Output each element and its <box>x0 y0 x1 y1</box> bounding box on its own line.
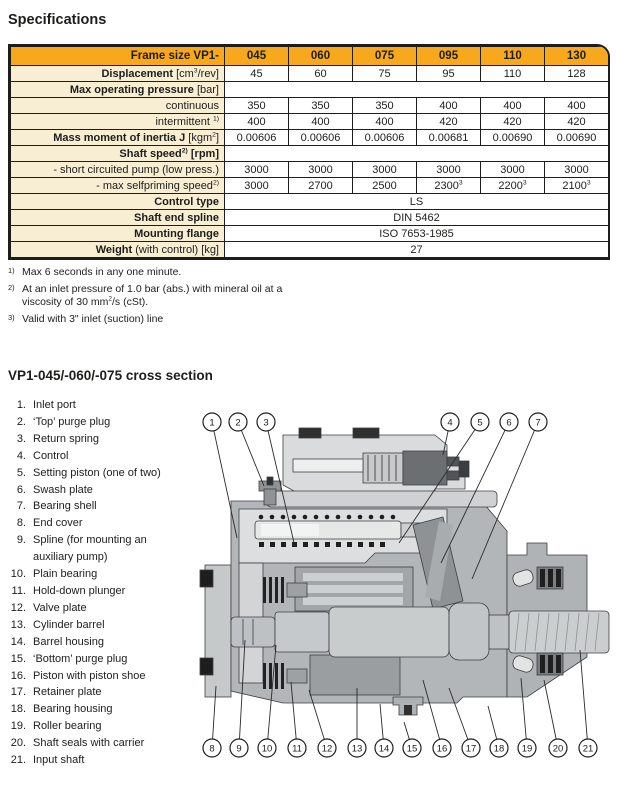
value-cell: 3000 <box>481 162 545 178</box>
callout-leader-20 <box>544 680 558 748</box>
footnote-marker: 1) <box>8 266 15 275</box>
span-value-cell: ISO 7653-1985 <box>225 226 609 242</box>
callout-number-13: 13 <box>351 743 363 755</box>
value-cell: 2500 <box>353 178 417 194</box>
footnote <box>8 313 478 326</box>
control-detail-2 <box>447 471 459 480</box>
list-item-number: 7. <box>16 500 26 513</box>
span-value-cell: DIN 5462 <box>225 210 609 226</box>
shaft-step <box>275 612 329 652</box>
table-row <box>11 66 609 82</box>
list-item-number: 8. <box>16 517 26 530</box>
parts-list <box>8 397 200 769</box>
callout-number-4: 4 <box>447 417 453 429</box>
table-row <box>11 82 609 98</box>
callout-number-7: 7 <box>535 417 541 429</box>
callout-leader-1 <box>212 422 237 538</box>
value-cell: 0.00681 <box>417 130 481 146</box>
piston-3 <box>303 597 403 605</box>
list-item-label: Bearing housing <box>33 703 113 716</box>
bottom-purge-plug-slot <box>404 705 412 715</box>
callout-number-8: 8 <box>209 743 215 755</box>
span-value-cell: 27 <box>225 242 609 258</box>
list-item-label: Shaft seals with carrier <box>33 737 145 750</box>
list-item-number: 12. <box>10 601 26 614</box>
spec-table <box>10 46 609 258</box>
list-item-number: 15. <box>10 652 26 665</box>
list-item-label: Hold-down plunger <box>33 584 126 597</box>
callout-number-9: 9 <box>236 743 242 755</box>
callout-number-2: 2 <box>235 417 241 429</box>
table-row <box>11 114 609 130</box>
list-item-number: 17. <box>10 686 26 699</box>
column-header-cell: 060 <box>289 47 353 66</box>
callout-number-11: 11 <box>292 743 302 755</box>
list-item-number: 10. <box>10 568 26 581</box>
list-item-label: Plain bearing <box>33 568 98 581</box>
list-item-number: 2. <box>16 415 26 428</box>
table-row <box>11 194 609 210</box>
specifications-table <box>8 44 610 260</box>
control-detail-3 <box>459 461 469 477</box>
callout-number-16: 16 <box>436 743 448 755</box>
value-cell: 0.00606 <box>353 130 417 146</box>
value-cell: 2300$^3$ <box>417 178 481 194</box>
list-item-number: 9. <box>16 534 26 547</box>
list-item <box>8 465 200 482</box>
list-item-label: Setting piston (one of two) <box>33 466 161 479</box>
footnote-marker: 3) <box>8 313 15 322</box>
list-item-number: 13. <box>10 618 26 631</box>
value-cell: 60 <box>289 66 353 82</box>
list-item-label: Spline (for mounting an auxiliary pump) <box>33 534 147 564</box>
list-item <box>8 431 200 448</box>
list-item-label: ‘Top’ purge plug <box>33 415 111 428</box>
footnote <box>8 266 478 279</box>
value-cell: 350 <box>353 98 417 114</box>
span-value-cell: LS <box>225 194 609 210</box>
list-item-label: ‘Bottom’ purge plug <box>33 652 128 665</box>
column-header-cell: 075 <box>353 47 417 66</box>
cross-section-title: VP1-045/-060/-075 cross section <box>8 368 213 383</box>
pump-cross-section-diagram <box>195 405 627 777</box>
value-cell: 0.00606 <box>289 130 353 146</box>
callout-number-14: 14 <box>378 743 390 755</box>
list-item-number: 5. <box>16 466 26 479</box>
value-cell: 3000 <box>353 162 417 178</box>
footnote-text: Max 6 seconds in any one minute. <box>22 266 182 278</box>
value-cell: 95 <box>417 66 481 82</box>
list-item <box>8 448 200 465</box>
footnote <box>8 283 478 309</box>
span-value-cell <box>225 146 609 162</box>
list-item-label: Piston with piston shoe <box>33 669 146 682</box>
callout-number-21: 21 <box>582 743 594 755</box>
list-item-number: 11. <box>11 584 26 597</box>
column-header-cell: 095 <box>417 47 481 66</box>
value-cell: 0.00690 <box>481 130 545 146</box>
callout-number-5: 5 <box>477 417 483 429</box>
footnote-text: Valid with 3" inlet (suction) line <box>22 313 164 325</box>
callout-number-15: 15 <box>406 743 418 755</box>
callout-number-19: 19 <box>521 743 533 755</box>
table-row <box>11 178 609 194</box>
value-cell: 420 <box>417 114 481 130</box>
pump-cross-section-drawing <box>195 405 627 777</box>
row-label-cell: Weight (with control) [kg] <box>11 242 225 258</box>
row-label-cell: - max selfpriming speed$^{2)}$ <box>11 178 225 194</box>
row-label-cell: Mounting flange <box>11 226 225 242</box>
list-item <box>8 718 200 735</box>
plunger-bottom <box>287 669 307 683</box>
value-cell: 3000 <box>545 162 609 178</box>
column-header-cell: 110 <box>481 47 545 66</box>
plunger-top <box>287 583 307 597</box>
list-item-number: 20. <box>10 737 26 750</box>
list-item-label: End cover <box>33 517 83 530</box>
callout-number-20: 20 <box>552 743 564 755</box>
list-item <box>8 668 200 685</box>
list-item <box>8 498 200 515</box>
footnote-marker: 2) <box>8 283 15 292</box>
value-cell: 400 <box>353 114 417 130</box>
row-label-cell: Mass moment of inertia J [kgm$^2$] <box>11 130 225 146</box>
row-label-cell: continuous <box>11 98 225 114</box>
list-item <box>8 617 200 634</box>
list-item <box>8 752 200 769</box>
span-value-cell <box>225 82 609 98</box>
value-cell: 2100$^3$ <box>545 178 609 194</box>
piston-1 <box>303 573 403 581</box>
list-item-number: 3. <box>16 432 26 445</box>
column-header-cell: 045 <box>225 47 289 66</box>
page-title: Specifications <box>8 12 107 28</box>
callout-number-12: 12 <box>321 743 333 755</box>
top-purge-plug-slot <box>267 477 273 485</box>
list-item-label: Cylinder barrel <box>33 618 105 631</box>
value-cell: 3000 <box>225 162 289 178</box>
list-item <box>8 583 200 600</box>
list-item-number: 19. <box>10 720 26 733</box>
input-shaft-spline <box>509 611 609 653</box>
control-port-left <box>299 428 321 438</box>
table-row <box>11 146 609 162</box>
list-item <box>8 414 200 431</box>
list-item-number: 21. <box>10 754 26 767</box>
list-item <box>8 482 200 499</box>
list-item-number: 1. <box>16 399 26 411</box>
frame-size-header-cell: Frame size VP1- <box>11 47 225 66</box>
list-item-label: Input shaft <box>33 754 85 767</box>
end-cover-seal-top <box>200 570 213 587</box>
callout-number-17: 17 <box>465 743 477 755</box>
value-cell: 350 <box>289 98 353 114</box>
table-row <box>11 98 609 114</box>
list-item <box>8 701 200 718</box>
row-label-cell: Shaft speed$^{2)}$ [rpm] <box>11 146 225 162</box>
list-item-label: Roller bearing <box>33 720 102 733</box>
value-cell: 3000 <box>417 162 481 178</box>
table-row <box>11 130 609 146</box>
row-label-cell: Max operating pressure [bar] <box>11 82 225 98</box>
cylinder-barrel-lower <box>310 655 400 695</box>
value-cell: 420 <box>481 114 545 130</box>
callout-leader-2 <box>238 422 264 486</box>
value-cell: 45 <box>225 66 289 82</box>
callout-number-3: 3 <box>263 417 269 429</box>
control-port-right <box>353 428 379 438</box>
row-label-cell: - short circuited pump (low press.) <box>11 162 225 178</box>
column-header-cell: 130 <box>545 47 609 66</box>
callout-leader-21 <box>580 650 588 748</box>
top-purge-plug-stem <box>264 489 276 505</box>
value-cell: 400 <box>417 98 481 114</box>
row-label-cell: Displacement $[cm^3/rev]$ <box>11 66 225 82</box>
table-header-row <box>11 47 609 66</box>
list-item-label: Return spring <box>33 432 100 445</box>
shaft-hub <box>449 603 489 660</box>
control-spool <box>293 459 363 472</box>
end-cover-seal-bottom <box>200 658 213 675</box>
footnote-text: At an inlet pressure of 1.0 bar (abs.) with mineral oil at a viscosity of 30 $mm^2/s$ (cSt). <box>22 283 283 308</box>
list-item-number: 18. <box>10 703 26 716</box>
control-manifold <box>267 491 497 507</box>
table-row <box>11 226 609 242</box>
list-item <box>8 515 200 532</box>
value-cell: 2700 <box>289 178 353 194</box>
callout-number-6: 6 <box>506 417 512 429</box>
list-item-label: Barrel housing <box>33 635 104 648</box>
row-label-cell: Shaft end spline <box>11 210 225 226</box>
footnotes <box>8 266 478 330</box>
callout-number-1: 1 <box>209 417 215 429</box>
pump-body-group <box>200 428 609 715</box>
list-item-label: Control <box>33 449 69 462</box>
list-item <box>8 634 200 651</box>
table-row <box>11 242 609 258</box>
value-cell: 110 <box>481 66 545 82</box>
control-valve-body <box>403 451 447 485</box>
value-cell: 400 <box>545 98 609 114</box>
list-item-number: 16. <box>10 669 26 682</box>
row-label-cell: intermittent $^{1)}$ <box>11 114 225 130</box>
value-cell: 400 <box>289 114 353 130</box>
value-cell: 75 <box>353 66 417 82</box>
list-item <box>8 684 200 701</box>
value-cell: 400 <box>225 114 289 130</box>
control-detail-1 <box>447 457 459 466</box>
list-item <box>8 566 200 583</box>
value-cell: 350 <box>225 98 289 114</box>
shaft-middle <box>329 607 449 657</box>
list-item-label: Swash plate <box>33 483 93 496</box>
piston-2 <box>303 585 403 593</box>
list-item <box>8 600 200 617</box>
value-cell: 3000 <box>225 178 289 194</box>
list-item-number: 14. <box>10 635 26 648</box>
list-item-label: Inlet port <box>33 399 76 411</box>
value-cell: 420 <box>545 114 609 130</box>
value-cell: 3000 <box>289 162 353 178</box>
table-row <box>11 162 609 178</box>
shaft-neck <box>489 615 509 649</box>
row-label-cell: Control type <box>11 194 225 210</box>
list-item-number: 4. <box>16 449 26 462</box>
list-item-label: Retainer plate <box>33 686 102 699</box>
value-cell: 400 <box>481 98 545 114</box>
callout-number-18: 18 <box>493 743 505 755</box>
table-row <box>11 210 609 226</box>
callout-number-10: 10 <box>261 743 273 755</box>
value-cell: 128 <box>545 66 609 82</box>
list-item <box>8 532 200 566</box>
control-spring-cage <box>363 453 403 483</box>
list-item <box>8 735 200 752</box>
list-item-number: 6. <box>16 483 26 496</box>
list-item-label: Bearing shell <box>33 500 97 513</box>
list-item <box>8 397 200 414</box>
value-cell: 0.00606 <box>225 130 289 146</box>
list-item <box>8 651 200 668</box>
list-item-label: Valve plate <box>33 601 87 614</box>
value-cell: 0.00690 <box>545 130 609 146</box>
value-cell: 2200$^3$ <box>481 178 545 194</box>
